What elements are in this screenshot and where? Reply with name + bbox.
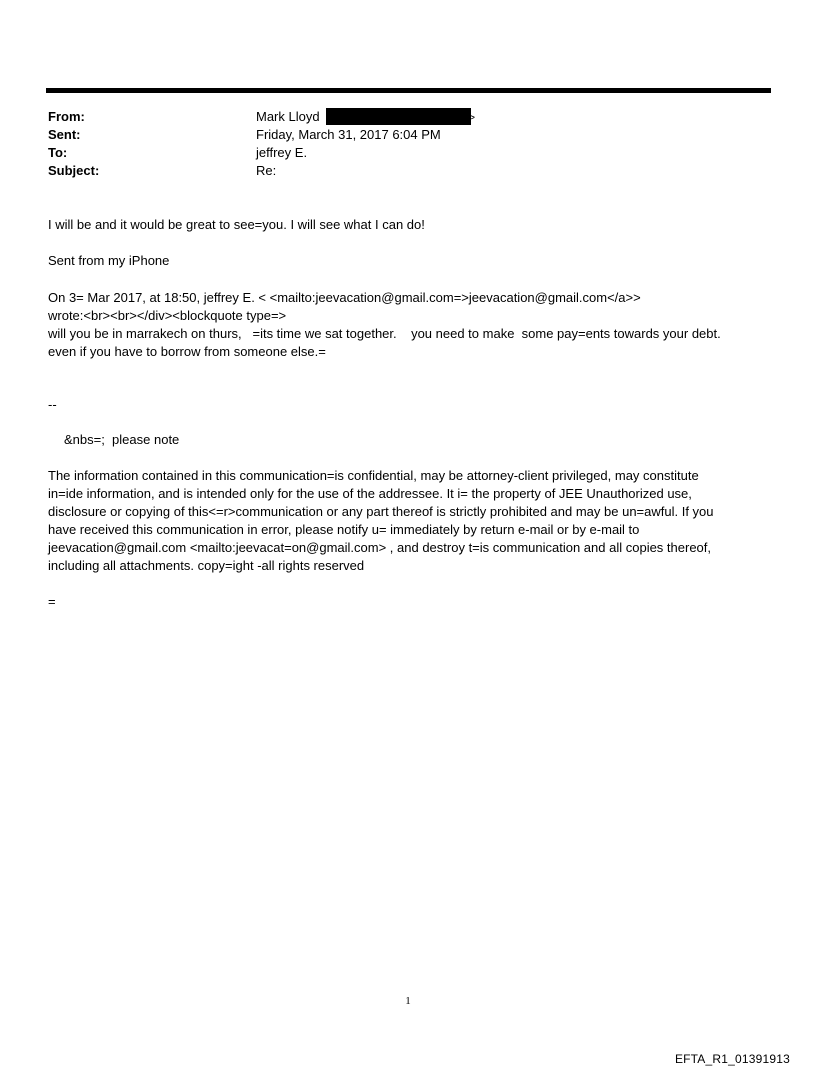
quoted-header-line-1: On 3= Mar 2017, at 18:50, jeffrey E. < <mailto:jeevacation@gmail.com=>jeevacation@gmail.com</a>> <box>48 290 641 305</box>
document-id: EFTA_R1_01391913 <box>674 1052 790 1066</box>
from-row <box>48 108 748 126</box>
disclaimer-line-6: including all attachments. copy=ight -all rights reserved <box>48 558 365 573</box>
quoted-message-line-1: will you be in marrakech on thurs, =its time we sat together. you need to make some pay=ents towards your debt. <box>48 326 721 341</box>
subject-label: Subject: <box>48 163 100 178</box>
disclaimer-line-3: disclosure or copying of this<=r>communication or any part thereof is strictly prohibited and may be un=awful. If you <box>48 504 714 519</box>
from-label: From: <box>48 109 85 124</box>
to-row <box>48 144 748 162</box>
redaction-box <box>326 108 471 125</box>
quoted-message-line-2: even if you have to borrow from someone else.= <box>48 344 326 359</box>
page-number: 1 <box>405 995 411 1007</box>
disclaimer-line-5: jeevacation@gmail.com <mailto:jeevacat=on@gmail.com> , and destroy t=is communication and all copies thereof, <box>48 540 712 555</box>
subject-row <box>48 162 748 180</box>
sent-value: Friday, March 31, 2017 6:04 PM <box>256 127 441 142</box>
reply-line: I will be and it would be great to see=you. I will see what I can do! <box>48 217 425 232</box>
sender-name: Mark Lloyd <box>256 109 320 124</box>
to-label: To: <box>48 145 68 160</box>
separator-line: -- <box>48 397 57 412</box>
quoted-header-line-2: wrote:<br><br></div><blockquote type=> <box>48 308 287 323</box>
subject-value: Re: <box>256 163 277 178</box>
trailing-equals: = <box>48 594 56 609</box>
from-value <box>256 108 748 126</box>
note-line: &nbs=; please note <box>64 432 180 447</box>
disclaimer-line-4: have received this communication in error, please notify u= immediately by return e-mail or by e-mail to <box>48 522 640 537</box>
redaction-bracket: > <box>468 112 476 124</box>
sent-row <box>48 126 748 144</box>
to-value: jeffrey E. <box>256 145 308 160</box>
disclaimer-line-2: in=ide information, and is intended only for the use of the addressee. It i= the property of JEE Unauthorized use, <box>48 486 692 501</box>
header-divider <box>46 88 771 93</box>
disclaimer-line-1: The information contained in this communication=is confidential, may be attorney-client privileged, may constitute <box>48 468 699 483</box>
sent-label: Sent: <box>48 127 81 142</box>
signature-line: Sent from my iPhone <box>48 253 170 268</box>
email-header <box>48 108 748 180</box>
